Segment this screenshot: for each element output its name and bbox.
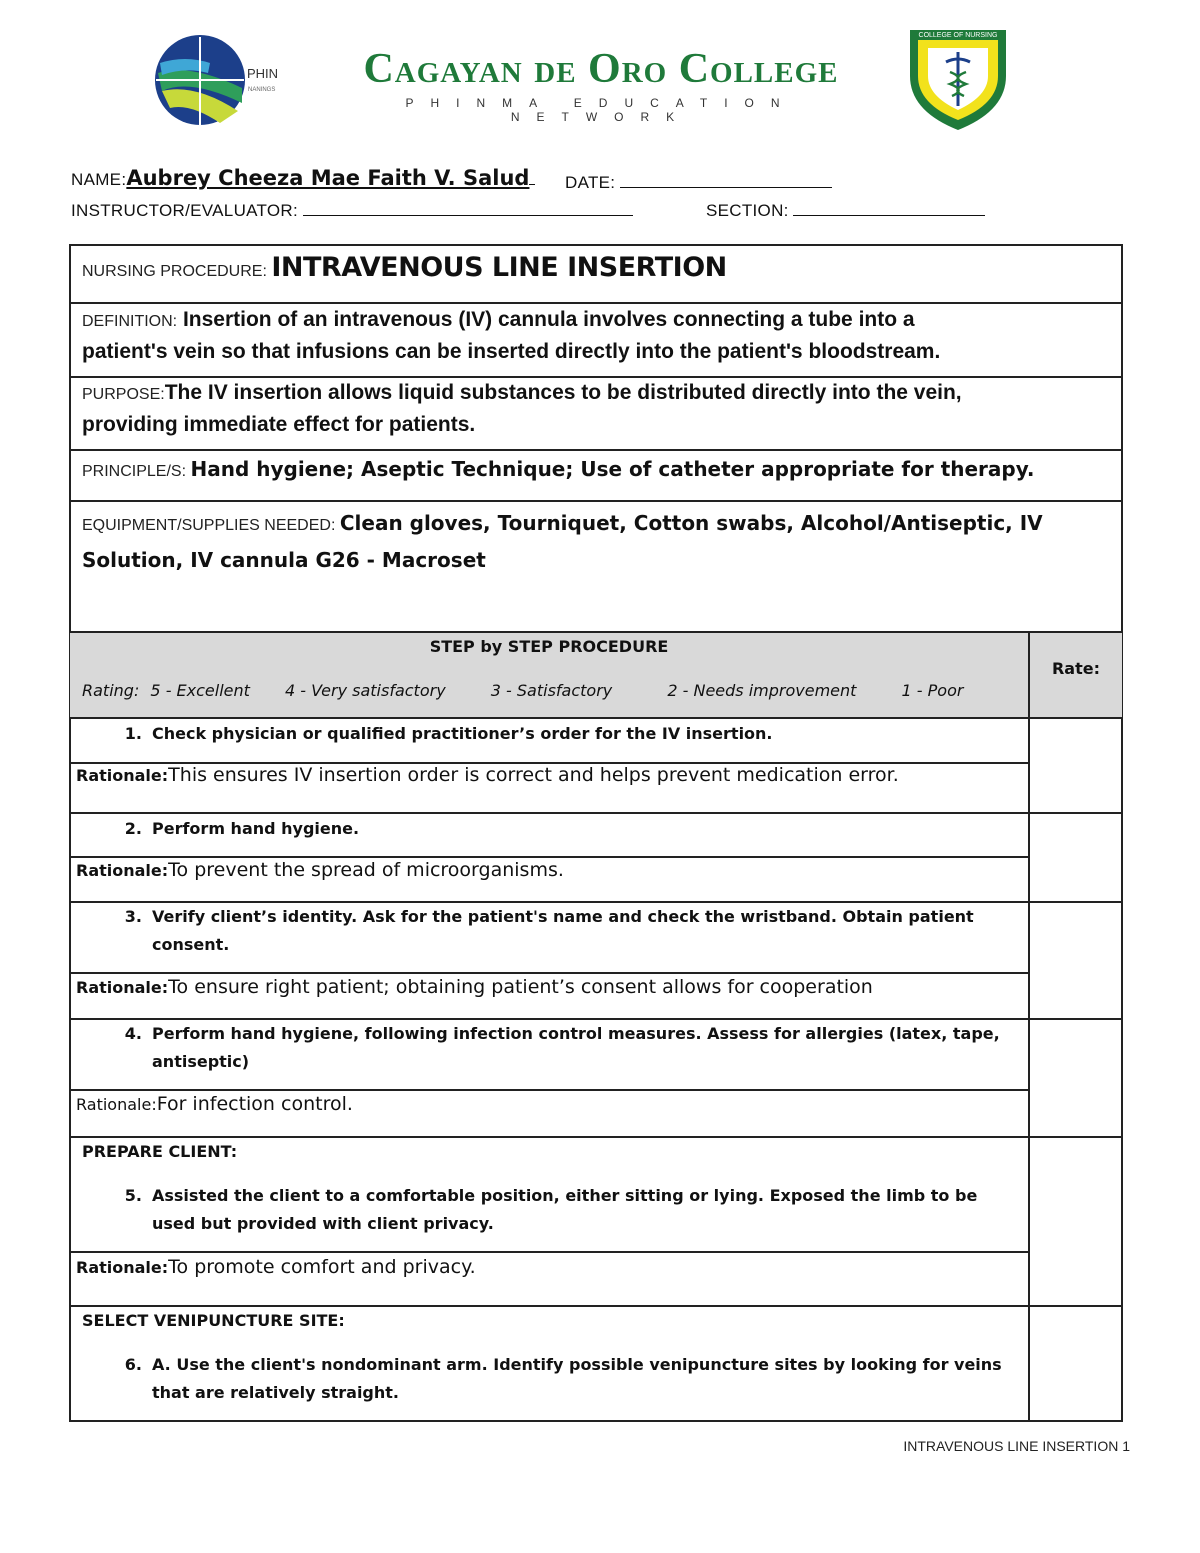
- svg-text:PHIN: PHIN: [247, 66, 279, 81]
- rate-cell-3[interactable]: [1030, 903, 1122, 1017]
- rate-header: Rate:: [1051, 659, 1100, 678]
- equipment-text-1: Clean gloves, Tourniquet, Cotton swabs, Alcohol/Antiseptic, IV: [339, 511, 1043, 535]
- definition-text-2: patient's vein so that infusions can be inserted directly into the patient's bloodstream.: [82, 340, 941, 363]
- purpose-text-1: The IV insertion allows liquid substances to be distributed directly into the vein,: [164, 381, 962, 404]
- step-4: [112, 1020, 1012, 1088]
- step-text: Perform hand hygiene.: [152, 819, 360, 838]
- college-name: Cagayan de Oro College: [363, 46, 839, 92]
- svg-text:COLLEGE OF NURSING: COLLEGE OF NURSING: [918, 32, 998, 39]
- rationale-text: To prevent the spread of microorganisms.: [168, 859, 564, 881]
- step-number: 6.: [124, 1355, 142, 1374]
- rating-2: 2 - Needs improvement: [667, 681, 857, 700]
- name-label: NAME:: [71, 170, 127, 189]
- equipment-text-2: Solution, IV cannula G26 - Macroset: [82, 548, 486, 572]
- instructor-line: [71, 197, 633, 221]
- step-6: [112, 1351, 1012, 1419]
- section-select-site: SELECT VENIPUNCTURE SITE:: [82, 1311, 345, 1330]
- phinma-logo: [150, 33, 290, 128]
- procedure-row: [82, 252, 727, 283]
- definition-label: DEFINITION:: [82, 313, 178, 330]
- step-number: 1.: [124, 724, 142, 743]
- rationale-label: Rationale:: [76, 1095, 157, 1114]
- step-number: 3.: [124, 907, 142, 926]
- rationale-text: To ensure right patient; obtaining patient’s consent allows for cooperation: [168, 976, 873, 998]
- procedure-title: INTRAVENOUS LINE INSERTION: [271, 252, 727, 283]
- steps-title: STEP by STEP PROCEDURE: [429, 637, 669, 656]
- rating-3: 3 - Satisfactory: [490, 681, 613, 700]
- rate-cell-1[interactable]: [1030, 719, 1122, 811]
- page-footer: INTRAVENOUS LINE INSERTION 1: [903, 1438, 1130, 1454]
- rationale-4: [76, 1093, 1026, 1115]
- rationale-3: [76, 976, 1026, 998]
- rating-legend: [82, 681, 1022, 700]
- phinma-globe-icon: [150, 33, 290, 128]
- rationale-text: This ensures IV insertion order is correct and helps prevent medication error.: [168, 764, 899, 786]
- step-text: A. Use the client's nondominant arm. Identify possible venipuncture sites by looking for veins that are relatively straight.: [152, 1355, 1002, 1402]
- name-line: [71, 166, 535, 190]
- definition-text-1: Insertion of an intravenous (IV) cannula involves connecting a tube into a: [182, 308, 915, 331]
- date-field[interactable]: [620, 169, 832, 188]
- principles-row: [82, 457, 1112, 481]
- network-name: PHINMA EDUCATION NETWORK: [405, 96, 797, 124]
- principles-text: Hand hygiene; Aseptic Technique; Use of catheter appropriate for therapy.: [190, 457, 1035, 481]
- step-1: [112, 720, 1012, 760]
- college-title: [356, 44, 846, 124]
- purpose-text-2: providing immediate effect for patients.: [82, 413, 476, 436]
- instructor-field[interactable]: [303, 197, 633, 216]
- equipment-label: EQUIPMENT/SUPPLIES NEEDED:: [82, 517, 336, 534]
- purpose-label: PURPOSE:: [82, 386, 165, 403]
- purpose-row: [82, 378, 1112, 440]
- nursing-seal: [906, 26, 1010, 132]
- step-number: 4.: [124, 1024, 142, 1043]
- rationale-label: Rationale:: [76, 1258, 169, 1277]
- rate-cell-5[interactable]: [1030, 1138, 1122, 1304]
- name-value[interactable]: Aubrey Cheeza Mae Faith V. Salud: [126, 166, 530, 190]
- rationale-1: [76, 764, 1026, 786]
- principles-label: PRINCIPLE/S:: [82, 463, 187, 480]
- rating-label: Rating:: [82, 681, 140, 700]
- step-5: [112, 1182, 1012, 1250]
- rate-cell-2[interactable]: [1030, 814, 1122, 900]
- section-label: SECTION:: [706, 201, 789, 220]
- rating-5: 5 - Excellent: [150, 681, 250, 700]
- definition-row: [82, 305, 1112, 367]
- section-line: [706, 197, 985, 221]
- rationale-5: [76, 1256, 1026, 1278]
- rationale-text: For infection control.: [156, 1093, 353, 1115]
- step-2: [112, 815, 1012, 855]
- rationale-label: Rationale:: [76, 766, 169, 785]
- svg-text:NANINGS: NANINGS: [248, 87, 276, 93]
- section-field[interactable]: [793, 197, 985, 216]
- equipment-row: [82, 506, 1112, 577]
- rating-4: 4 - Very satisfactory: [285, 681, 446, 700]
- rate-cell-6[interactable]: [1030, 1307, 1122, 1420]
- rationale-label: Rationale:: [76, 978, 169, 997]
- step-number: 2.: [124, 819, 142, 838]
- step-text: Check physician or qualified practitioner’s order for the IV insertion.: [152, 724, 773, 743]
- procedure-label: NURSING PROCEDURE:: [82, 263, 267, 280]
- rate-cell-4[interactable]: [1030, 1020, 1122, 1135]
- rationale-text: To promote comfort and privacy.: [168, 1256, 476, 1278]
- date-label: DATE:: [565, 173, 616, 192]
- step-3: [112, 903, 1012, 971]
- rationale-2: [76, 859, 1026, 881]
- step-text: Verify client’s identity. Ask for the patient's name and check the wristband. Obtain patient consent.: [152, 907, 974, 954]
- step-number: 5.: [124, 1186, 142, 1205]
- step-text: Assisted the client to a comfortable position, either sitting or lying. Exposed the limb to be used but provided with client privacy.: [152, 1186, 978, 1233]
- section-prepare-client: PREPARE CLIENT:: [82, 1142, 238, 1161]
- instructor-label: INSTRUCTOR/EVALUATOR:: [71, 201, 299, 220]
- date-line: [565, 169, 832, 193]
- shield-icon: [906, 26, 1010, 132]
- rating-1: 1 - Poor: [901, 681, 964, 700]
- step-text: Perform hand hygiene, following infection control measures. Assess for allergies (latex, tape, antiseptic): [152, 1024, 1000, 1071]
- rationale-label: Rationale:: [76, 861, 169, 880]
